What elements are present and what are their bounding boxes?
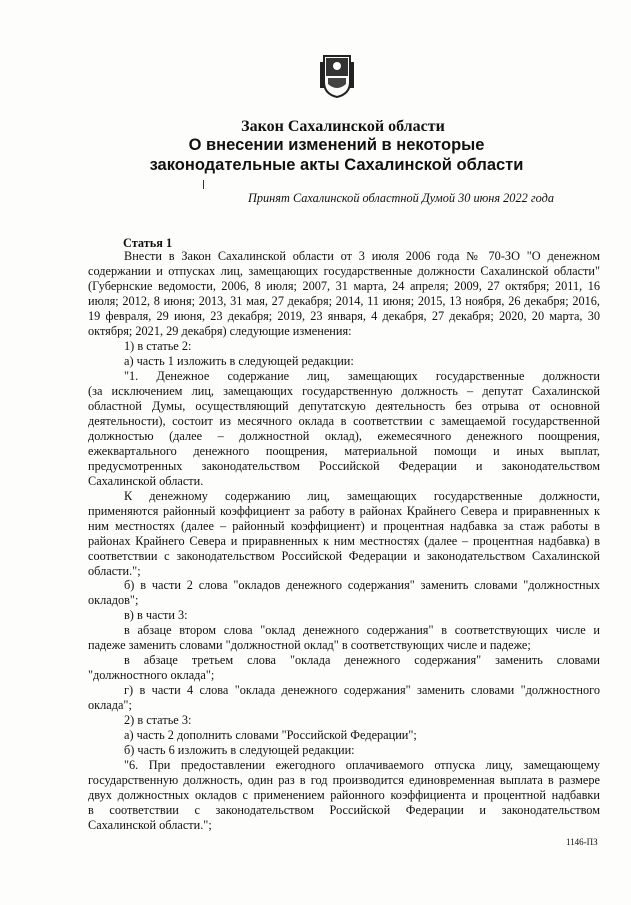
document-code: 1146-ПЗ	[566, 837, 598, 847]
body-line: ежеквартального денежного поощрения, материальной помощи и иных выплат,	[88, 444, 600, 458]
body-line: б) часть 6 изложить в следующей редакции:	[124, 743, 355, 757]
body-line: б) в части 2 слова "окладов денежного содержания" заменить словами "должностных	[124, 578, 600, 592]
body-line: соответствии с законодательством Российской Федерации и законодательством Сахалинской	[88, 549, 600, 563]
body-line: применяются районный коэффициент за работу в районах Крайнего Севера и приравненных к	[88, 504, 600, 518]
body-line: в абзаце втором слова "оклад денежного содержания" в соответствующих числе и	[124, 623, 600, 637]
body-line: окладов";	[88, 593, 139, 607]
article-heading: Статья 1	[123, 236, 173, 250]
body-line: областной Думы, осуществляющий депутатскую деятельность без отрыва от основной	[88, 399, 600, 413]
body-line: в абзаце третьем слова "оклада денежного содержания" заменить словами	[124, 653, 600, 667]
law-title: Закон Сахалинской области	[241, 118, 445, 135]
stray-mark	[203, 180, 204, 189]
body-line: районах Крайнего Севера и приравненных к ним местностях (далее – процентная надбавка) в	[88, 534, 600, 548]
body-line: в) в части 3:	[124, 608, 188, 622]
body-line: а) часть 2 дополнить словами "Российской Федерации";	[124, 728, 417, 742]
body-line: Внести в Закон Сахалинской области от 3 июля 2006 года № 70-ЗО "О денежном	[124, 249, 600, 263]
body-line: 19 февраля, 29 июня, 23 декабря; 2019, 23 января, 4 декабря, 27 декабря; 2020, 20 марта, 30	[88, 309, 600, 323]
body-line: падеже заменить словами "должностной оклад" в соответствующих числе и падеже;	[88, 638, 531, 652]
body-line: ним местностях (далее – районный коэффициент) и процентная надбавка за стаж работы в	[88, 519, 600, 533]
body-line: (Губернские ведомости, 2006, 8 июля; 2007, 31 марта, 24 апреля; 2009, 27 октября; 2011, 16	[88, 279, 600, 293]
adoption-note: Принят Сахалинской областной Думой 30 июня 2022 года	[248, 191, 554, 205]
body-line: 1) в статье 2:	[124, 339, 192, 353]
body-line: должностью (далее – должностной оклад), ежемесячного денежного поощрения,	[88, 429, 600, 443]
body-line: г) в части 4 слова "оклада денежного содержания" заменить словами "должностного	[124, 683, 600, 697]
body-line: государственную должность, один раз в год производится единовременная выплата в размере	[88, 773, 600, 787]
body-line: содержании и отпусках лиц, замещающих государственные должности Сахалинской области"	[88, 264, 600, 278]
body-line: "должностного оклада";	[88, 668, 215, 682]
body-line: "6. При предоставлении ежегодного оплачиваемого отпуска лицу, замещающему	[124, 758, 600, 772]
body-line: а) часть 1 изложить в следующей редакции:	[124, 354, 354, 368]
law-subtitle-line-1: О внесении изменений в некоторые	[188, 136, 485, 154]
body-line: Сахалинской области.";	[88, 818, 212, 832]
coat-of-arms-icon	[320, 52, 354, 98]
body-line: предусмотренных законодательством Российской Федерации и законодательством	[88, 459, 600, 473]
body-line: июля; 2012, 8 июня; 2013, 31 мая, 27 декабря; 2014, 11 июня; 2015, 13 ноября, 26 декабря; 2016,	[88, 294, 600, 308]
body-line: в соответствии с законодательством Российской Федерации и законодательством	[88, 803, 600, 817]
body-line: (за исключением лиц, замещающих государственную должность – депутат Сахалинской	[88, 384, 600, 398]
body-line: деятельности), состоит из месячного оклада в соответствии с замещаемой государственной	[88, 414, 600, 428]
body-line: 2) в статье 3:	[124, 713, 192, 727]
body-line: "1. Денежное содержание лиц, замещающих государственные должности	[124, 369, 600, 383]
body-line: области.";	[88, 564, 141, 578]
body-line: двух должностных окладов с применением районного коэффициента и процентной надбавки	[88, 788, 600, 802]
body-line: К денежному содержанию лиц, замещающих государственные должности,	[124, 489, 600, 503]
body-line: Сахалинской области.	[88, 474, 204, 488]
law-subtitle-line-2: законодательные акты Сахалинской области	[149, 156, 524, 174]
body-line: оклада";	[88, 698, 132, 712]
body-line: октября; 2021, 29 декабря) следующие изменения:	[88, 324, 352, 338]
